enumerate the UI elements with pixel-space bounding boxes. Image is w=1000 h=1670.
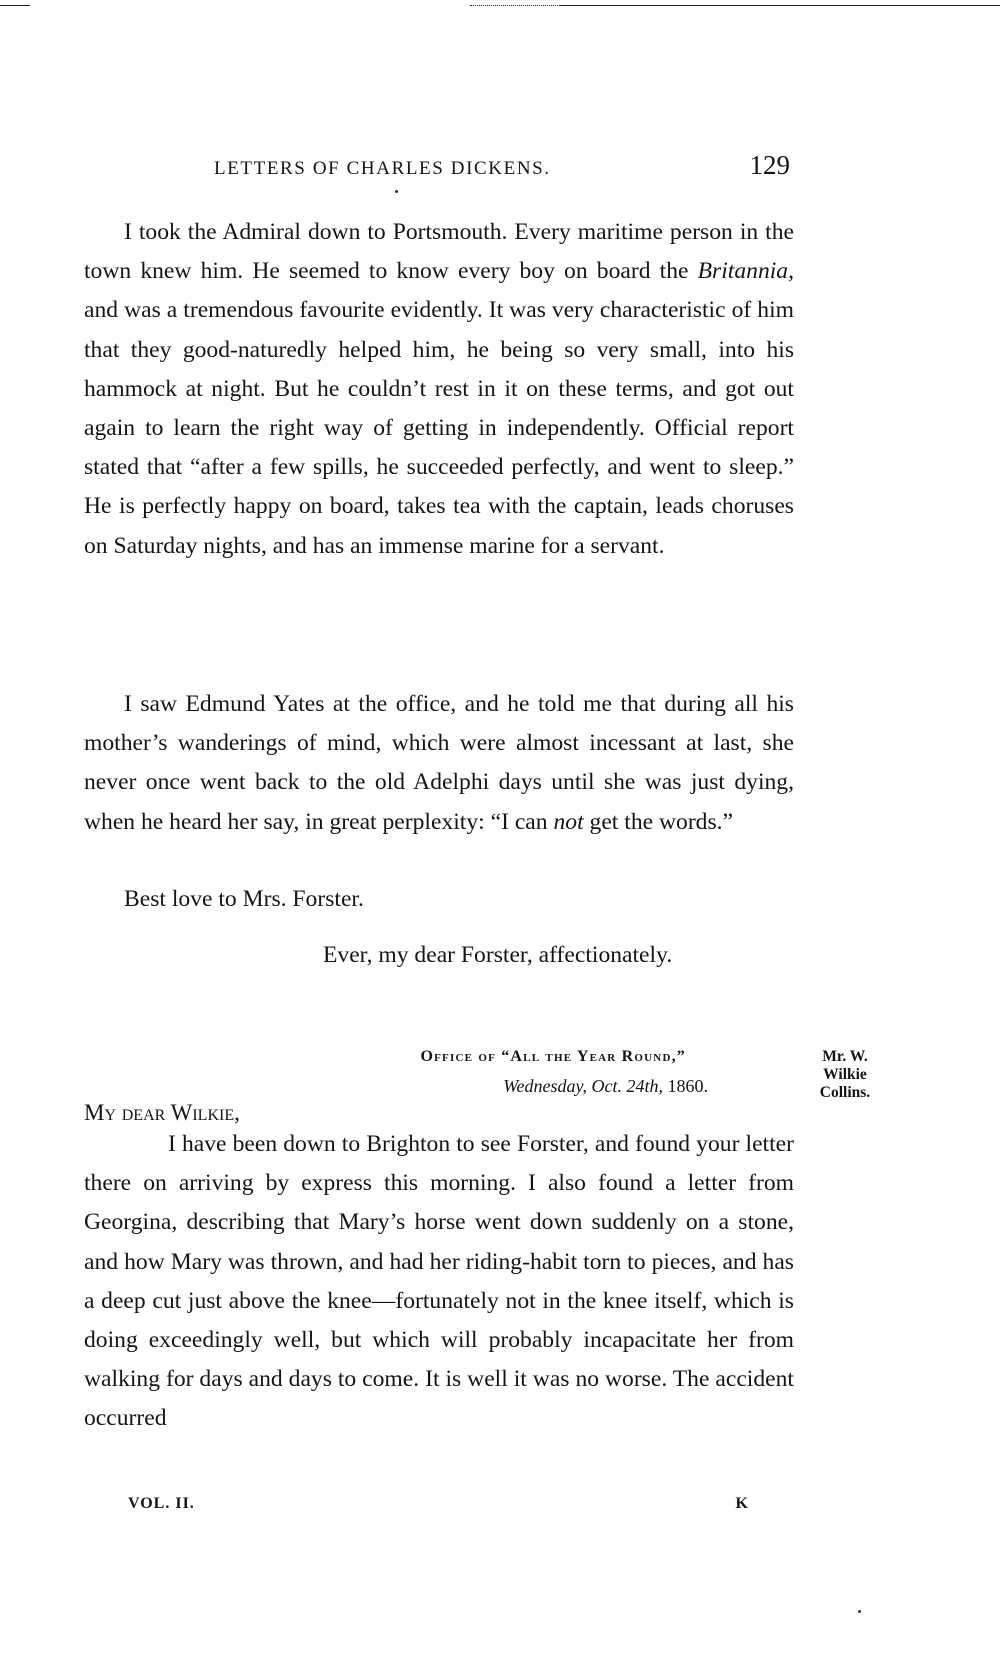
paragraph-brighton bbox=[84, 1125, 794, 1439]
letter-date bbox=[503, 1076, 708, 1097]
side-note-line: Mr. W. bbox=[822, 1048, 868, 1065]
emphasis: not bbox=[553, 808, 584, 835]
paragraph-text: and was a tremendous favourite evidently. It was very characteristic of him that they good-naturedly helped him, he being so very small, into his hammock at night. But he couldn’t rest in it on these terms, and got out again to learn the right way of getting in independently. Official report stated that “after a few spills, he succeeded perfectly, and went to sleep.” He is perfectly happy on board, takes tea with the captain, leads choruses on Saturday nights, and has an immense marine for a servant. bbox=[84, 297, 794, 559]
ship-name: Britannia, bbox=[697, 258, 794, 285]
speck-mark bbox=[395, 190, 398, 193]
volume-mark: VOL. II. bbox=[128, 1495, 195, 1512]
letter-body-yates bbox=[84, 685, 794, 842]
paragraph-text: I took the Admiral down to Portsmouth. Every maritime person in the town knew him. He seemed to know every boy on board the bbox=[84, 219, 794, 285]
top-edge-rule bbox=[0, 5, 30, 6]
letter-date-day: Wednesday, Oct. 24th, bbox=[503, 1076, 663, 1096]
running-head bbox=[86, 150, 790, 190]
letter-heading bbox=[84, 1048, 794, 1125]
top-edge-rule-right-solid bbox=[560, 5, 1000, 6]
paragraph-text: I have been down to Brighton to see Forster, and found your letter there on arriving by express this morning. I also found a letter from Georgina, describing that Mary’s horse went down suddenly on a stone, and how Mary was thrown, and had her riding-habit torn to pieces, and has a deep cut just above the knee—fortunately not in the knee itself, which is doing exceedingly well, but which will probably incapacitate her from walking for days and days to come. It is well it was no worse. The accident occurred bbox=[84, 1131, 794, 1432]
best-love-text: Best love to Mrs. Forster. bbox=[124, 886, 364, 912]
running-title: LETTERS OF CHARLES DICKENS. bbox=[214, 158, 551, 179]
salutation: My dear Wilkie, bbox=[84, 1100, 240, 1125]
paragraph-text: get the words.” bbox=[583, 808, 734, 835]
recipient-side-note bbox=[805, 1048, 885, 1102]
paragraph-text: I saw Edmund Yates at the office, and he told me that during all his mother’s wanderings of mind, which were almost incessant at last, she never once went back to the old Adelphi days until she was just dying, when he heard her say, in great perplexity: “I can bbox=[84, 691, 794, 835]
side-note-line: Collins. bbox=[819, 1084, 871, 1101]
letter-address: Office of “All the Year Round,” bbox=[420, 1048, 686, 1065]
page-number: 129 bbox=[749, 150, 790, 180]
letter-body-top bbox=[84, 213, 794, 566]
letter-body-wilkie bbox=[84, 1125, 794, 1439]
speck-mark bbox=[858, 1610, 861, 1613]
signature-letter: K bbox=[735, 1495, 748, 1512]
closing-line: Ever, my dear Forster, affectionately. bbox=[323, 942, 673, 968]
best-love-line bbox=[84, 880, 794, 919]
page-footer bbox=[128, 1495, 748, 1523]
paragraph-admiral bbox=[84, 213, 794, 566]
side-note-line: Wilkie bbox=[823, 1066, 867, 1083]
letter-date-year: 1860. bbox=[663, 1076, 708, 1096]
paragraph-yates bbox=[84, 685, 794, 842]
